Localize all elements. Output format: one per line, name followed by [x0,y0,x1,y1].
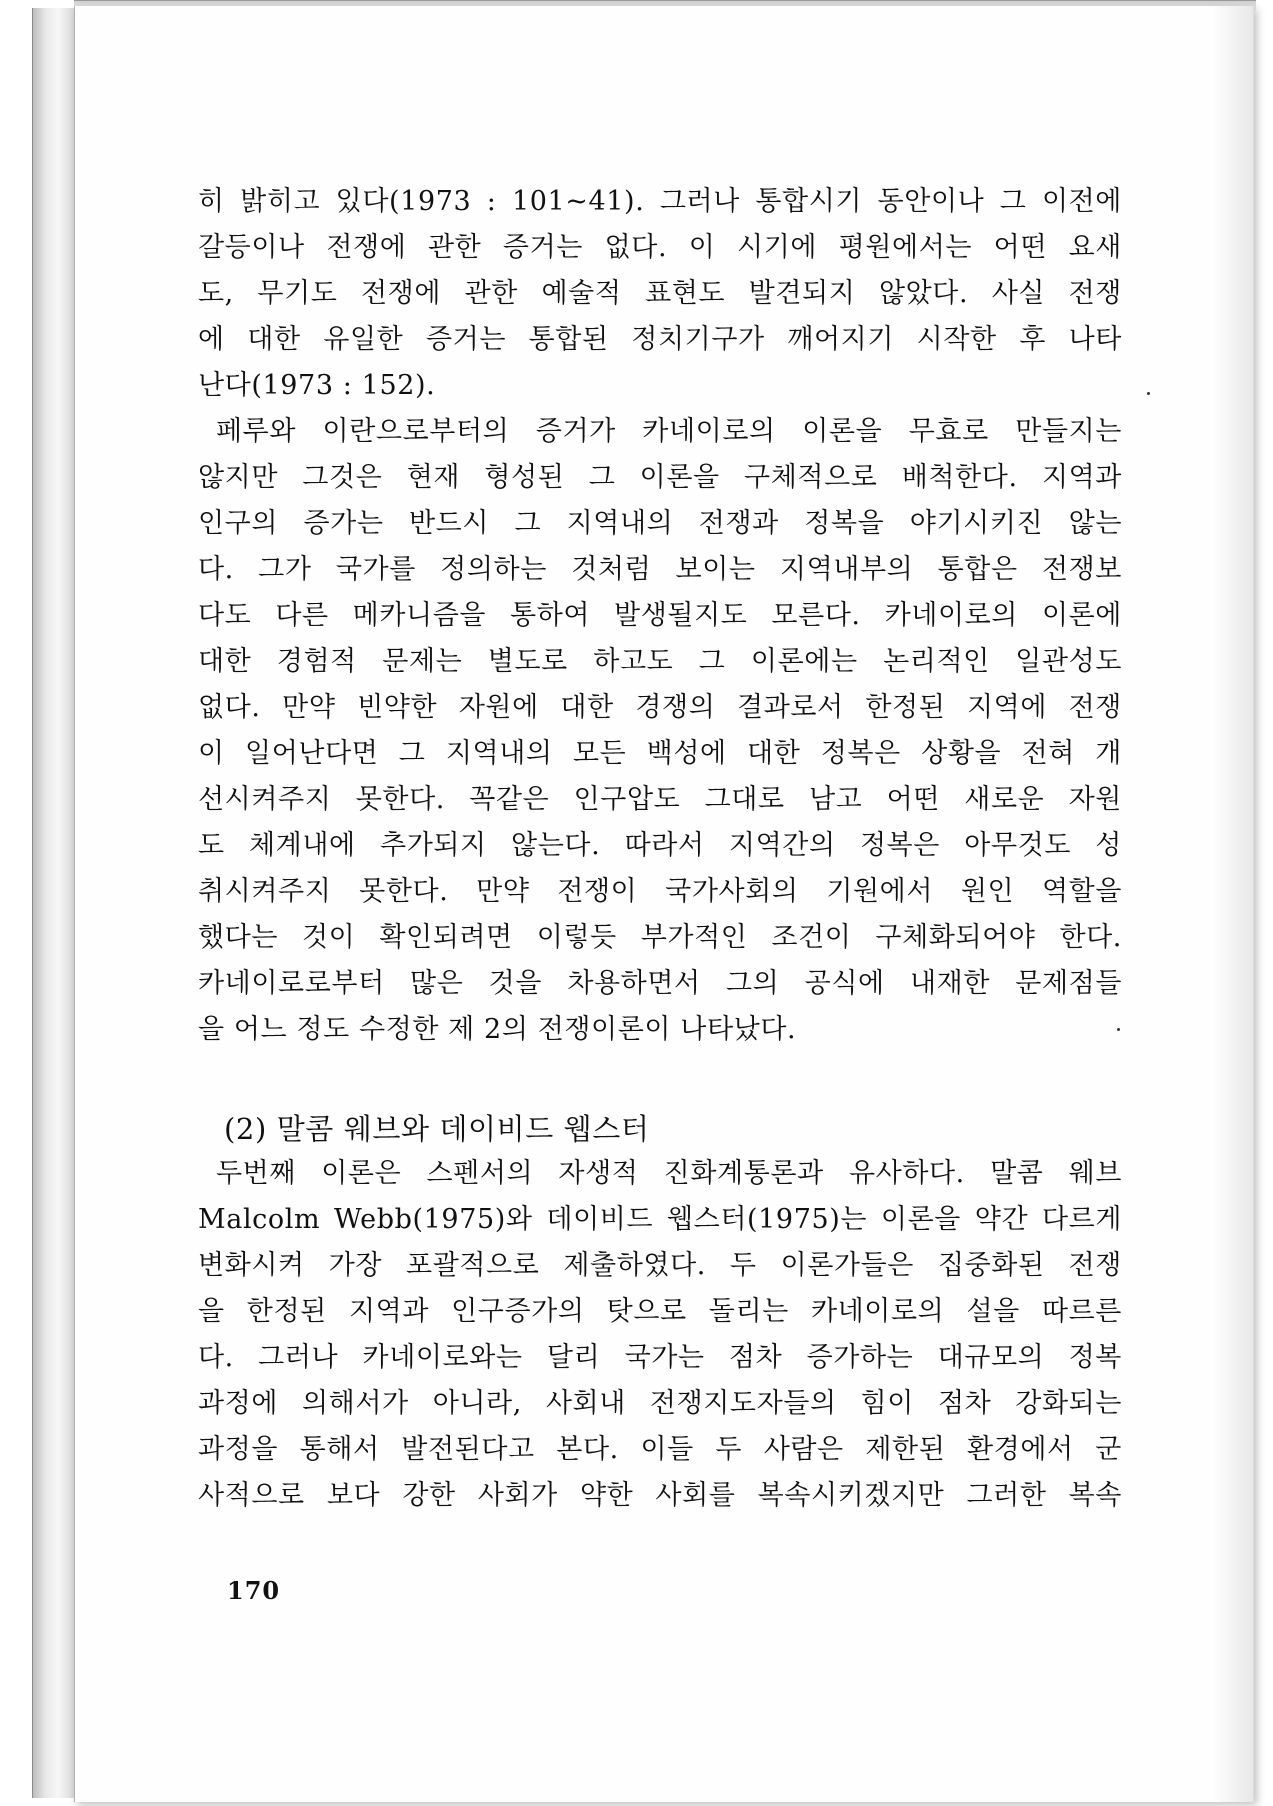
page-edge-shade [1213,6,1253,1802]
text-line: 카네이로로부터 많은 것을 차용하면서 그의 공식에 내재한 문제점들 [198,968,1122,999]
text-line: 히 밝히고 있다(1973 : 101~41). 그러나 통합시기 동안이나 그 이전에 [198,186,1122,217]
text-line: 과정에 의해서가 아니라, 사회내 전쟁지도자들의 힘이 점차 강화되는 [198,1388,1122,1419]
text-line: 변화시켜 가장 포괄적으로 제출하였다. 두 이론가들은 집중화된 전쟁 [198,1250,1122,1281]
text-line: 인구의 증가는 반드시 그 지역내의 전쟁과 정복을 야기시키진 않는 [198,508,1122,539]
text-line: 했다는 것이 확인되려면 이렇듯 부가적인 조건이 구체화되어야 한다. [198,922,1122,953]
text-line: 갈등이나 전쟁에 관한 증거는 없다. 이 시기에 평원에서는 어떤 요새 [198,232,1122,263]
text-line: 도, 무기도 전쟁에 관한 예술적 표현도 발견되지 않았다. 사실 전쟁 [198,278,1122,309]
text-line: 다. 그러나 카네이로와는 달리 국가는 점차 증가하는 대규모의 정복 [198,1342,1122,1373]
scan-speck [1147,392,1150,395]
text-line: Malcolm Webb(1975)와 데이비드 웹스터(1975)는 이론을 약간 다르게 [198,1204,1122,1235]
page-number: 170 [227,1576,281,1605]
text-line: 사적으로 보다 강한 사회가 약한 사회를 복속시키겠지만 그러한 복속 [198,1480,1122,1511]
text-line: 두번째 이론은 스펜서의 자생적 진화계통론과 유사하다. 말콤 웨브 [216,1158,1122,1189]
book-spine [32,8,76,1798]
text-line: 을 어느 정도 수정한 제 2의 전쟁이론이 나타났다. [198,1014,797,1045]
text-line: 대한 경험적 문제는 별도로 하고도 그 이론에는 논리적인 일관성도 [198,646,1122,677]
text-line: 다도 다른 메카니즘을 통하여 발생될지도 모른다. 카네이로의 이론에 [198,600,1122,631]
text-line: 페루와 이란으로부터의 증거가 카네이로의 이론을 무효로 만들지는 [216,416,1122,447]
text-line: 과정을 통해서 발전된다고 본다. 이들 두 사람은 제한된 환경에서 군 [198,1434,1122,1465]
text-line: 을 한정된 지역과 인구증가의 탓으로 돌리는 카네이로의 설을 따르른 [198,1296,1122,1327]
text-line: 취시켜주지 못한다. 만약 전쟁이 국가사회의 기원에서 원인 역할을 [198,876,1122,907]
text-line: 다. 그가 국가를 정의하는 것처럼 보이는 지역내부의 통합은 전쟁보 [198,554,1122,585]
text-line: 선시켜주지 못한다. 꼭같은 인구압도 그대로 남고 어떤 새로운 자원 [198,784,1122,815]
section-heading: (2) 말콤 웨브와 데이비드 웹스터 [224,1112,650,1146]
text-line: 이 일어난다면 그 지역내의 모든 백성에 대한 정복은 상황을 전혀 개 [198,738,1122,769]
text-line: 도 체계내에 추가되지 않는다. 따라서 지역간의 정복은 아무것도 성 [198,830,1122,861]
text-line: 난다(1973 : 152). [198,370,436,401]
text-line: 에 대한 유일한 증거는 통합된 정치기구가 깨어지기 시작한 후 나타 [198,324,1122,355]
text-line: 없다. 만약 빈약한 자원에 대한 경쟁의 결과로서 한정된 지역에 전쟁 [198,692,1122,723]
text-line: 않지만 그것은 현재 형성된 그 이론을 구체적으로 배척한다. 지역과 [198,462,1122,493]
